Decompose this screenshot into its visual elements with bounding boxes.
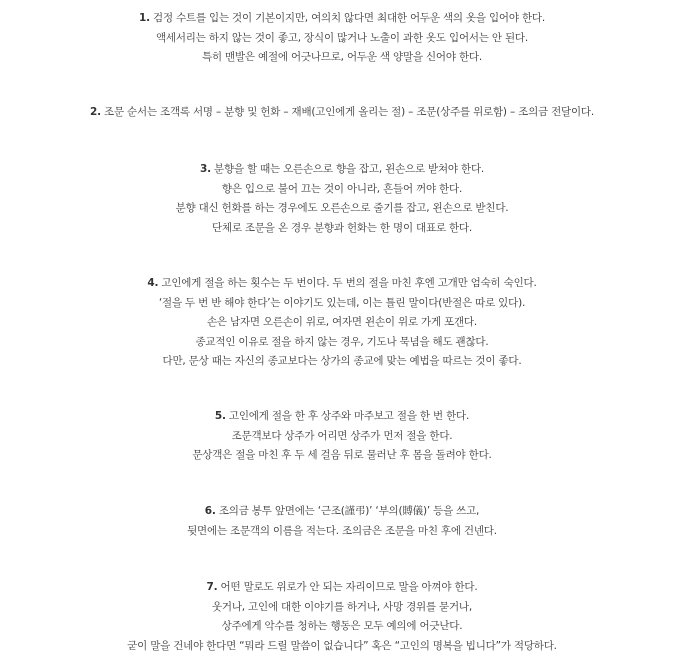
item-line: 단체로 조문을 온 경우 분향과 헌화는 한 명이 대표로 한다. — [211, 221, 473, 234]
etiquette-item-4 — [0, 274, 684, 372]
etiquette-item-7 — [0, 578, 684, 656]
item-line: 조문객보다 상주가 어리면 상주가 먼저 절을 한다. — [231, 429, 453, 442]
item-text: 분향을 할 때는 오른손으로 향을 잡고, 왼손으로 받쳐야 한다. — [214, 163, 485, 175]
item-text: 검정 수트를 입는 것이 기본이지만, 여의치 않다면 최대한 어두운 색의 옷을 입어야 한다. — [153, 12, 545, 24]
item-line: 다만, 문상 때는 자신의 종교보다는 상가의 종교에 맞는 예법을 따르는 것이 좋다. — [162, 355, 522, 367]
etiquette-item-3 — [0, 160, 684, 238]
item-line — [0, 9, 684, 29]
etiquette-item-5 — [0, 407, 684, 466]
item-number: 2. — [89, 106, 101, 118]
etiquette-item-1 — [0, 9, 684, 68]
item-line: 특히 맨발은 예절에 어긋나므로, 어두운 색 양말을 신어야 한다. — [202, 51, 482, 63]
item-text: 고인에게 절을 하는 횟수는 두 번이다. 두 번의 절을 마친 후엔 고개만 엄숙히 숙인다. — [161, 277, 537, 289]
item-number: 7. — [206, 581, 218, 593]
item-line — [0, 502, 684, 522]
item-line: 뒷면에는 조문객의 이름을 적는다. 조의금은 조문을 마친 후에 건넨다. — [187, 524, 497, 537]
item-line: 웃거나, 고인에 대한 이야기를 하거나, 사망 경위를 묻거나, — [211, 600, 473, 613]
item-line: 문상객은 절을 마친 후 두 세 걸음 뒤로 물러난 후 몸을 돌려야 한다. — [192, 449, 492, 461]
item-number: 1. — [139, 12, 150, 24]
item-line: 향은 입으로 불어 끄는 것이 아니라, 흔들어 꺼야 한다. — [221, 182, 463, 195]
item-number: 4. — [147, 277, 159, 289]
item-text: 조의금 봉투 앞면에는 ‘근조(謹弔)’ ‘부의(賻儀)’ 등을 쓰고, — [218, 505, 480, 517]
item-line: 굳이 말을 건네야 한다면 “뭐라 드릴 말씀이 없습니다” 혹은 “고인의 명복을 빕니다”가 적당하다. — [127, 639, 557, 652]
item-line — [0, 578, 684, 598]
etiquette-item-2 — [0, 103, 684, 123]
item-line: 종교적인 이유로 절을 하지 않는 경우, 기도나 묵념을 해도 괜찮다. — [195, 335, 489, 348]
item-line — [0, 274, 684, 294]
etiquette-item-6 — [0, 502, 684, 541]
item-line: 분향 대신 헌화를 하는 경우에도 오른손으로 줄기를 잡고, 왼손으로 받친다. — [175, 202, 509, 214]
item-number: 6. — [204, 505, 216, 517]
item-text: 어떤 말로도 위로가 안 되는 자리이므로 말을 아껴야 한다. — [220, 581, 478, 593]
item-number: 3. — [199, 163, 211, 175]
item-line: 상주에게 악수를 청하는 행동은 모두 예의에 어긋난다. — [221, 620, 463, 632]
item-text: 조문 순서는 조객록 서명 – 분향 및 헌화 – 재배(고인에게 올리는 절) – 조문(상주를 위로함) – 조의금 전달이다. — [104, 106, 595, 118]
item-line: 액세서리는 하지 않는 것이 좋고, 장식이 많거나 노출이 과한 옷도 입어서는 안 된다. — [155, 31, 529, 44]
item-line — [0, 407, 684, 427]
item-line — [0, 160, 684, 180]
item-line: 손은 남자면 오른손이 위로, 여자면 왼손이 위로 가게 포갠다. — [206, 316, 477, 328]
item-line — [0, 103, 684, 123]
item-number: 5. — [214, 410, 226, 422]
item-text: 고인에게 절을 한 후 상주와 마주보고 절을 한 번 한다. — [228, 410, 470, 422]
item-line: ‘절을 두 번 반 해야 한다’는 이야기도 있는데, 이는 틀린 말이다(반절은 따로 있다). — [158, 296, 526, 309]
